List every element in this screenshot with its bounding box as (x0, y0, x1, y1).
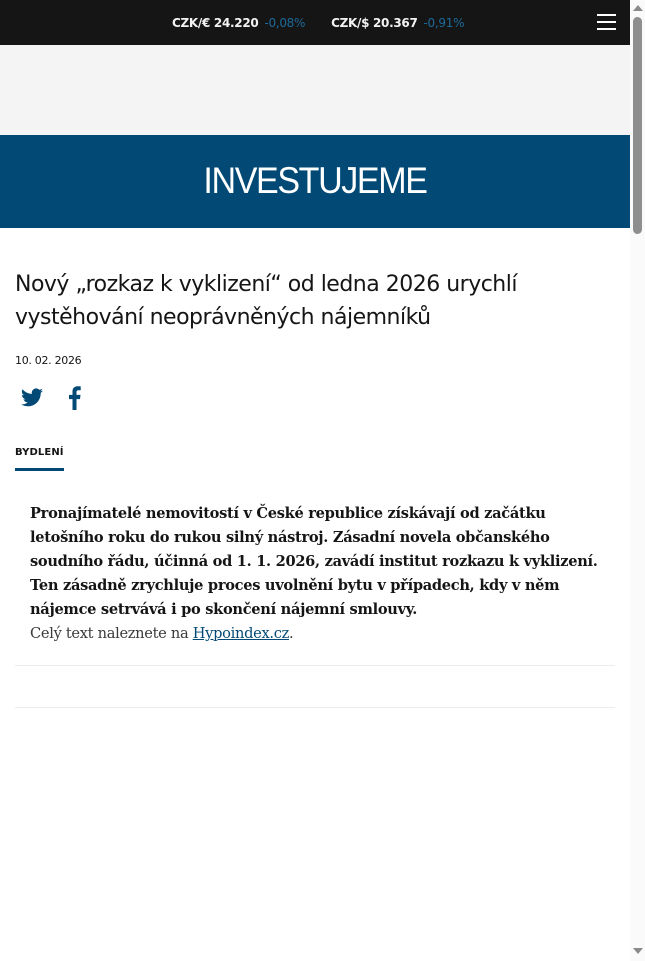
hamburger-line (597, 14, 616, 16)
article-title: Nový „rozkaz k vyklizení“ od ledna 2026 urychlí vystěhování neoprávněných nájemníků (15, 272, 517, 330)
rate-usd (331, 16, 464, 30)
facebook-icon[interactable] (64, 386, 84, 410)
article-source (30, 622, 600, 646)
vertical-scrollbar[interactable] (630, 0, 645, 961)
source-link[interactable]: Hypoindex.cz (192, 625, 289, 642)
source-suffix: . (288, 625, 294, 642)
hamburger-line (597, 21, 616, 23)
hamburger-menu-icon[interactable] (597, 13, 616, 31)
share-buttons (20, 386, 84, 410)
divider (15, 707, 615, 708)
brand-logo[interactable]: INVESTUJEME (203, 160, 427, 201)
scrollbar-thumb[interactable] (633, 17, 642, 234)
hamburger-line (597, 28, 616, 30)
rate-usd-change: -0,91% (423, 15, 465, 30)
rate-eur-value: CZK/€ 24.220 (172, 15, 259, 30)
rate-eur-change: -0,08% (264, 15, 306, 30)
article-perex: Pronajímatelé nemovitostí v České republice získávají od začátku letošního roku do rukou silný nástroj. Zásadní novela občanského soudního řádu, účinná od 1. 1. 2026, zavádí institut rozkazu k vyklizení. Ten zásadně zrychluje proces uvolnění bytu v případech, kdy v něm nájemce setrvává i po skončení nájemní smlouvy. (30, 505, 598, 618)
scroll-down-arrow-icon[interactable] (633, 948, 643, 954)
category-tag[interactable]: BYDLENÍ (15, 447, 64, 471)
source-prefix: Celý text naleznete na (30, 625, 193, 642)
divider (15, 665, 615, 666)
ad-placeholder (0, 45, 630, 135)
top-bar (0, 0, 630, 45)
twitter-icon[interactable] (20, 386, 44, 410)
scroll-up-arrow-icon[interactable] (633, 5, 643, 11)
exchange-rates (172, 0, 464, 45)
rate-usd-value: CZK/$ 20.367 (331, 15, 418, 30)
rate-eur (172, 16, 305, 30)
article-date: 10. 02. 2026 (15, 354, 82, 367)
